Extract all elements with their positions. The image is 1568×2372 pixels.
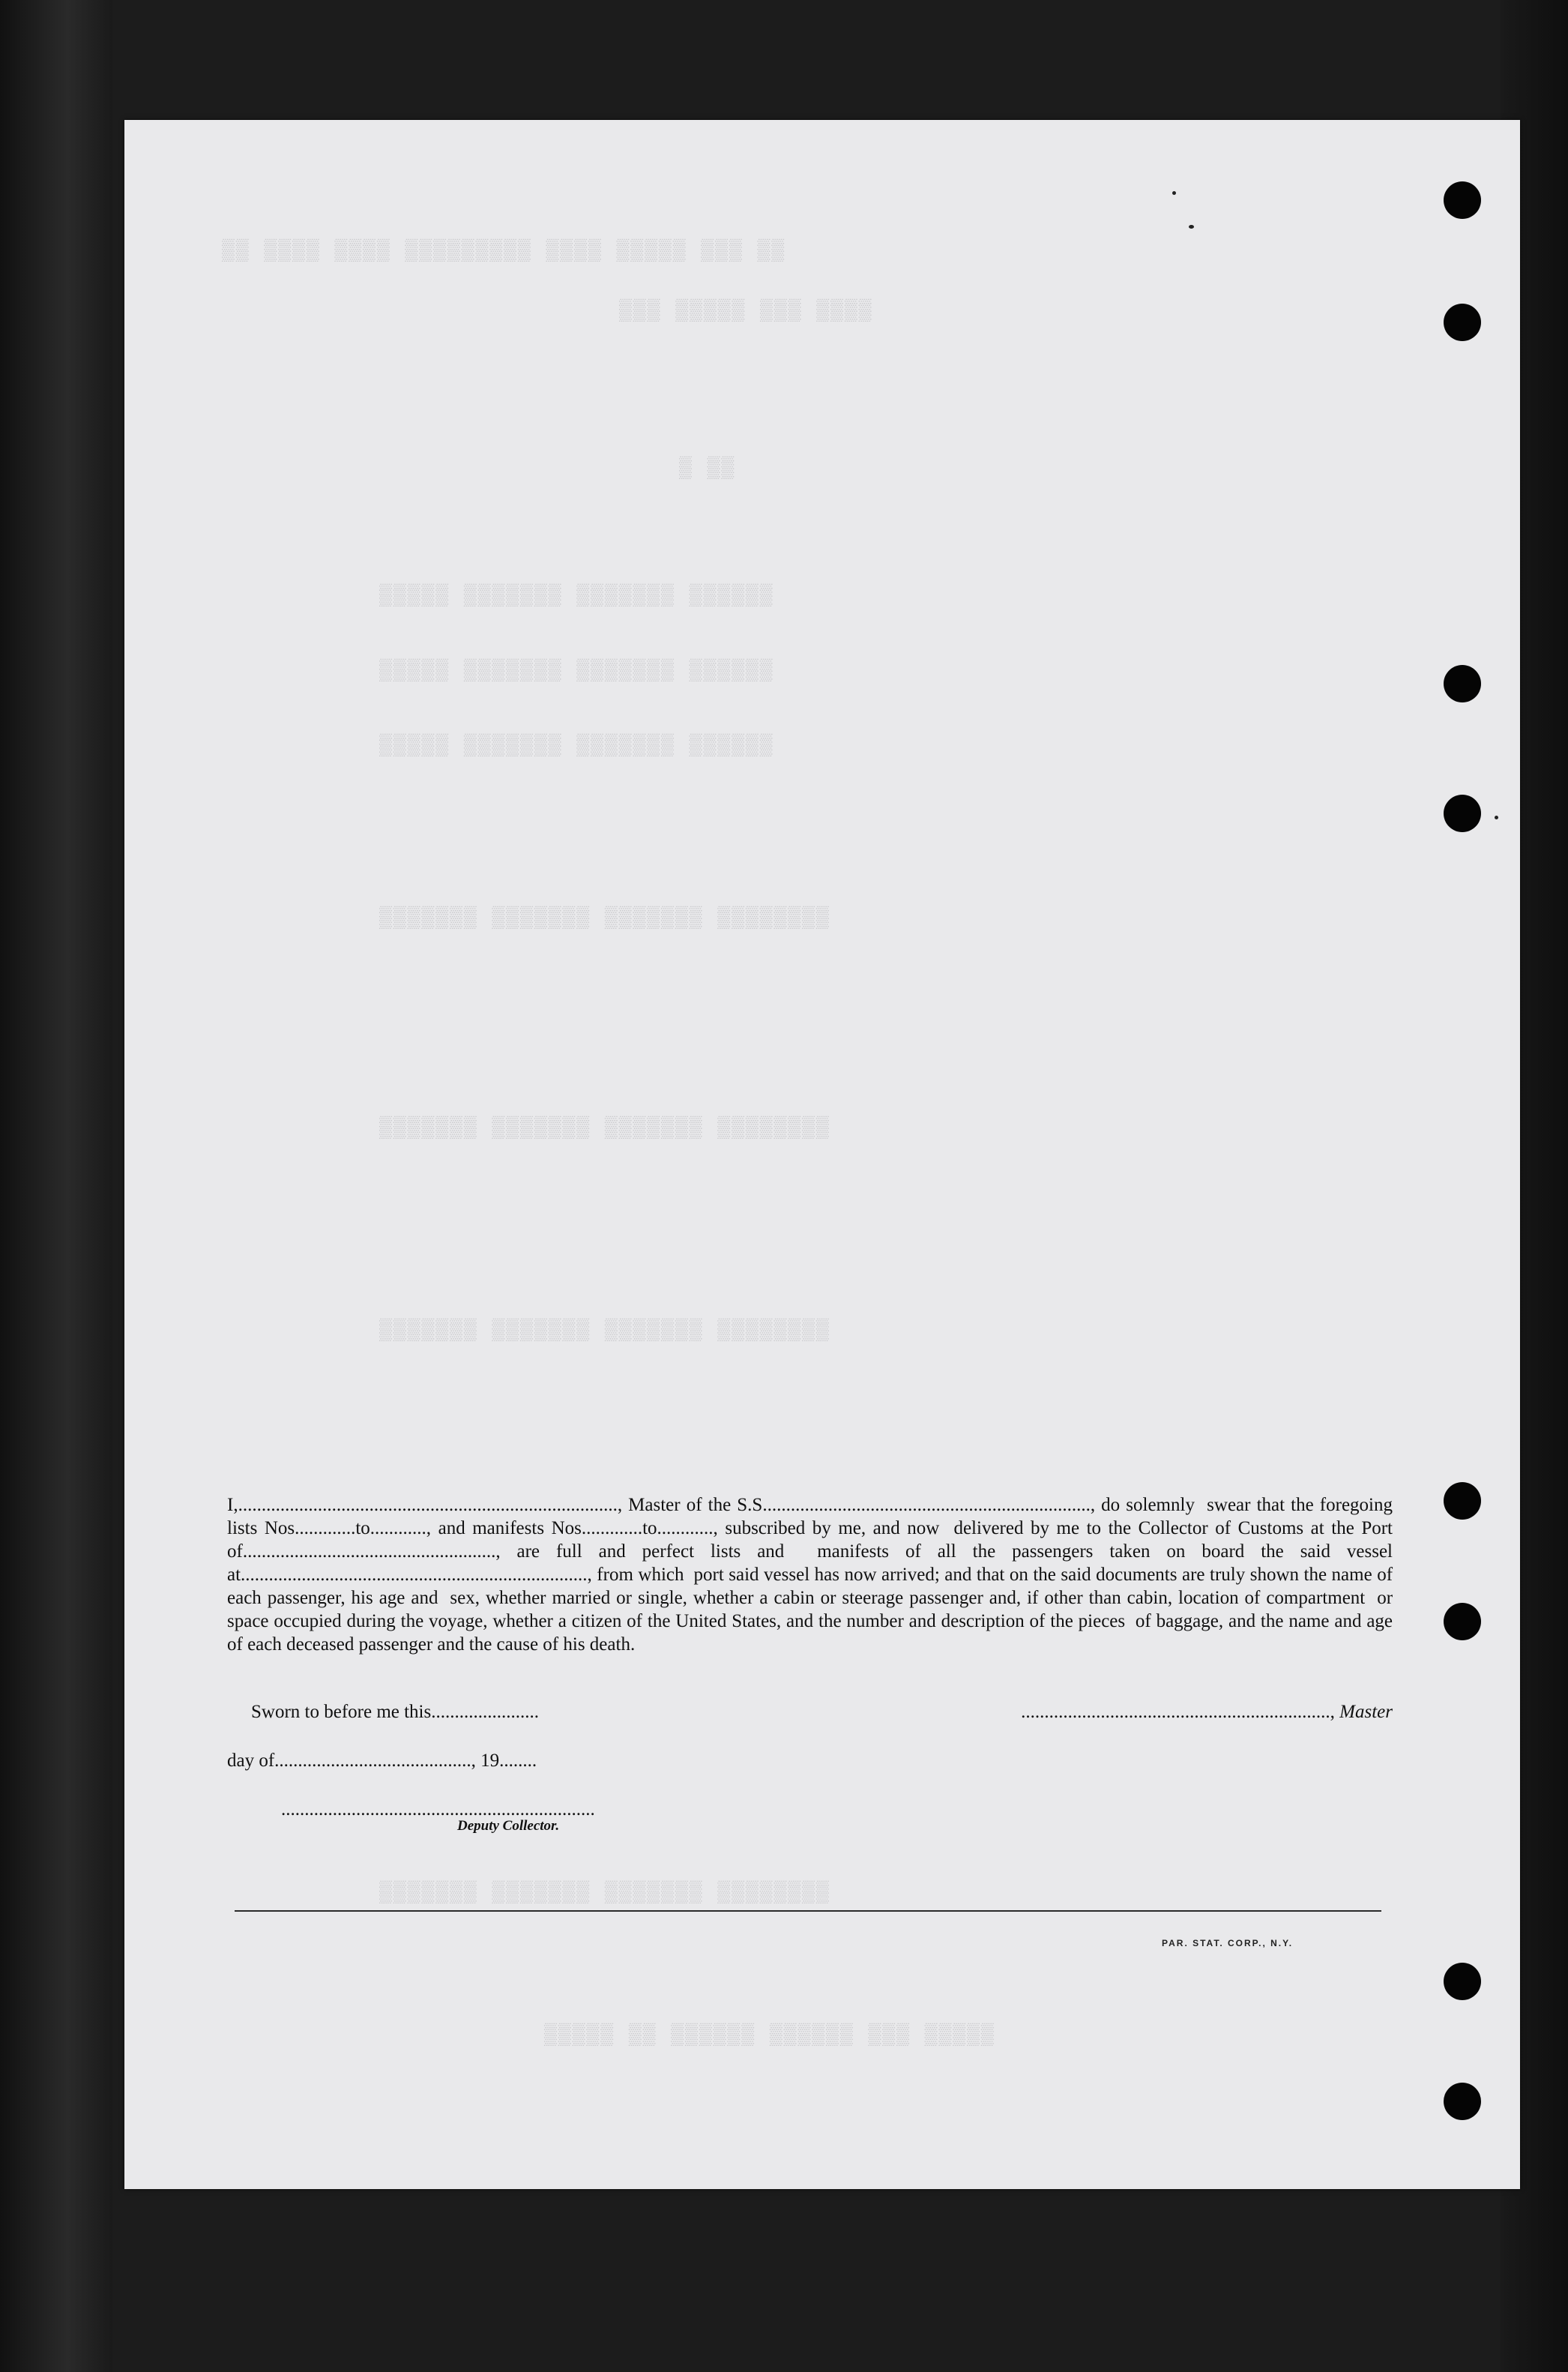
deputy-signature-dots: ................................................................... [281, 1799, 595, 1819]
sworn-before-line: Sworn to before me this....................... [251, 1702, 539, 1722]
bleed-through-text: ▒▒▒▒▒ ▒▒▒▒▒▒▒ ▒▒▒▒▒▒▒ ▒▒▒▒▒▒ [379, 660, 774, 683]
horizontal-rule [235, 1910, 1381, 1912]
oath-line: manifests of all the passengers taken on board the said vessel at.........................................................................., from which [227, 1541, 1398, 1585]
bleed-through-text: ▒ ▒▒ [679, 457, 736, 481]
speck [1172, 191, 1176, 195]
speck [1495, 816, 1498, 819]
punch-hole [1444, 1603, 1481, 1640]
master-label: Master [1339, 1702, 1393, 1722]
day-of-line: day of.........................................., 19........ [227, 1751, 537, 1771]
bleed-through-text: ▒▒▒▒▒▒▒ ▒▒▒▒▒▒▒ ▒▒▒▒▒▒▒ ▒▒▒▒▒▒▒▒ [379, 1117, 830, 1140]
deputy-collector-label: Deputy Collector. [457, 1818, 560, 1834]
oath-line: I,................................................................................., Master of the S.S......................................................................, do solemnly [227, 1495, 1201, 1515]
bleed-through-text: ▒▒▒▒▒▒▒ ▒▒▒▒▒▒▒ ▒▒▒▒▒▒▒ ▒▒▒▒▒▒▒▒ [379, 1319, 830, 1343]
bleed-through-text: ▒▒▒ ▒▒▒▒▒ ▒▒▒ ▒▒▒▒ [619, 300, 873, 323]
bleed-through-text: ▒▒▒▒▒▒▒ ▒▒▒▒▒▒▒ ▒▒▒▒▒▒▒ ▒▒▒▒▒▒▒▒ [379, 907, 830, 930]
master-signature-line [916, 1702, 1393, 1723]
punch-hole [1444, 665, 1481, 702]
punch-hole [1444, 1482, 1481, 1520]
scan-edge-left [0, 0, 112, 2372]
master-signature-dots: .................................................................., [1021, 1702, 1340, 1722]
punch-hole [1444, 181, 1481, 219]
bleed-through-text: ▒▒▒▒▒ ▒▒▒▒▒▒▒ ▒▒▒▒▒▒▒ ▒▒▒▒▒▒ [379, 585, 774, 608]
oath-line: of baggage, and the name and age of each deceased passenger and the cause of his death. [227, 1611, 1398, 1655]
oath-paragraph [227, 1493, 1398, 1656]
punch-hole [1444, 795, 1481, 832]
bleed-through-text: ▒▒▒▒▒ ▒▒ ▒▒▒▒▒▒ ▒▒▒▒▒▒ ▒▒▒ ▒▒▒▒▒ [544, 2024, 995, 2047]
speck [1189, 225, 1194, 229]
punch-hole [1444, 2083, 1481, 2120]
oath-line: delivered by me to the Collector of Customs at the Port of......................................................, are full and perfect lists and [227, 1518, 1398, 1562]
printer-imprint: PAR. STAT. CORP., N.Y. [1162, 1938, 1294, 1948]
bleed-through-text: ▒▒▒▒▒▒▒ ▒▒▒▒▒▒▒ ▒▒▒▒▒▒▒ ▒▒▒▒▒▒▒▒ [379, 1882, 830, 1905]
oath-line: or space occupied during the voyage, whether a citizen of the United States, and the number and description of the pieces [227, 1588, 1398, 1631]
oath-line: port said vessel has now arrived; and that on the said documents are truly shown the name of each passenger, his age and [227, 1565, 1398, 1608]
punch-hole [1444, 1963, 1481, 2000]
punch-hole [1444, 304, 1481, 341]
bleed-through-text: ▒▒ ▒▒▒▒ ▒▒▒▒ ▒▒▒▒▒▒▒▒▒ ▒▒▒▒ ▒▒▒▒▒ ▒▒▒ ▒▒ [222, 240, 786, 263]
oath-line: sex, whether married or single, whether a cabin or steerage passenger and, if other than cabin, location of compartment [450, 1588, 1372, 1608]
document-page [124, 120, 1520, 2189]
oath-line: swear that the foregoing lists Nos.............to............, and manifests Nos.............to............, subscribed by me, and now [227, 1495, 1398, 1538]
bleed-through-text: ▒▒▒▒▒ ▒▒▒▒▒▒▒ ▒▒▒▒▒▒▒ ▒▒▒▒▒▒ [379, 735, 774, 758]
